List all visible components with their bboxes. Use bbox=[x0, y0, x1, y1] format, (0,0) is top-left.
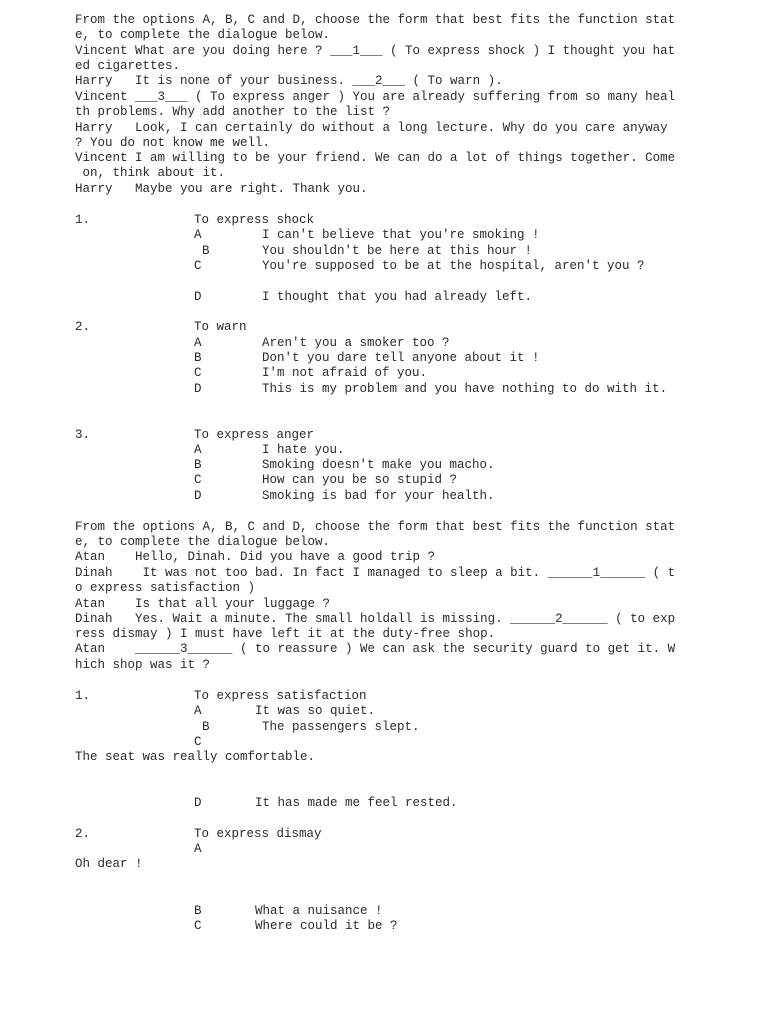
option-letter: D bbox=[194, 796, 202, 810]
dialogue-line: Harry Look, I can certainly do without a long lecture. Why do you care anyway bbox=[75, 121, 668, 135]
option-letter: C bbox=[194, 919, 202, 933]
dialogue-line: Dinah It was not too bad. In fact I managed to sleep a bit. ______1______ ( t bbox=[75, 566, 676, 580]
option-letter: A bbox=[194, 704, 202, 718]
option-letter: C bbox=[194, 473, 202, 487]
option-text: The seat was really comfortable. bbox=[75, 750, 316, 764]
option-text: Oh dear ! bbox=[75, 857, 143, 871]
dialogue-line: Vincent I am willing to be your friend. We can do a lot of things together. Come bbox=[75, 151, 676, 165]
dialogue-line: Vincent What are you doing here ? ___1___ ( To express shock ) I thought you hat bbox=[75, 44, 676, 58]
dialogue-line: ress dismay ) I must have left it at the duty-free shop. bbox=[75, 627, 496, 641]
option-letter: B bbox=[202, 244, 210, 258]
dialogue-line: th problems. Why add another to the list ? bbox=[75, 105, 391, 119]
option-letter: D bbox=[194, 382, 202, 396]
option-letter: D bbox=[194, 489, 202, 503]
option-letter: A bbox=[194, 842, 202, 856]
option-text: What a nuisance ! bbox=[255, 904, 383, 918]
option-letter: C bbox=[194, 259, 202, 273]
question-heading: To express satisfaction bbox=[194, 689, 367, 703]
dialogue-line: Atan Is that all your luggage ? bbox=[75, 597, 331, 611]
question-heading: To express dismay bbox=[194, 827, 322, 841]
option-text: You shouldn't be here at this hour ! bbox=[262, 244, 533, 258]
option-letter: A bbox=[194, 336, 202, 350]
dialogue-line: ? You do not know me well. bbox=[75, 136, 271, 150]
option-letter: C bbox=[194, 735, 202, 749]
instruction-line: e, to complete the dialogue below. bbox=[75, 535, 331, 549]
option-text: Where could it be ? bbox=[255, 919, 398, 933]
dialogue-line: Vincent ___3___ ( To express anger ) You are already suffering from so many heal bbox=[75, 90, 676, 104]
option-text: I can't believe that you're smoking ! bbox=[262, 228, 540, 242]
option-letter: B bbox=[194, 351, 202, 365]
dialogue-line: o express satisfaction ) bbox=[75, 581, 256, 595]
question-heading: To warn bbox=[194, 320, 247, 334]
dialogue-line: Harry It is none of your business. ___2___ ( To warn ). bbox=[75, 74, 503, 88]
option-letter: B bbox=[194, 458, 202, 472]
dialogue-line: Atan ______3______ ( to reassure ) We can ask the security guard to get it. W bbox=[75, 642, 676, 656]
dialogue-line: ed cigarettes. bbox=[75, 59, 181, 73]
question-heading: To express shock bbox=[194, 213, 315, 227]
option-text: It was so quiet. bbox=[255, 704, 376, 718]
question-heading: To express anger bbox=[194, 428, 315, 442]
option-letter: C bbox=[194, 366, 202, 380]
option-text: I thought that you had already left. bbox=[262, 290, 533, 304]
option-text: The passengers slept. bbox=[262, 720, 420, 734]
instruction-line: e, to complete the dialogue below. bbox=[75, 28, 331, 42]
option-text: Aren't you a smoker too ? bbox=[262, 336, 450, 350]
option-text: You're supposed to be at the hospital, aren't you ? bbox=[262, 259, 645, 273]
option-text: This is my problem and you have nothing to do with it. bbox=[262, 382, 668, 396]
option-letter: D bbox=[194, 290, 202, 304]
option-text: I hate you. bbox=[262, 443, 345, 457]
question-number: 3. bbox=[75, 428, 91, 442]
option-letter: A bbox=[194, 228, 202, 242]
option-letter: B bbox=[202, 720, 210, 734]
dialogue-line: Atan Hello, Dinah. Did you have a good trip ? bbox=[75, 550, 436, 564]
option-text: It has made me feel rested. bbox=[255, 796, 458, 810]
dialogue-line: Dinah Yes. Wait a minute. The small holdall is missing. ______2______ ( to exp bbox=[75, 612, 676, 626]
option-text: I'm not afraid of you. bbox=[262, 366, 428, 380]
option-text: Smoking doesn't make you macho. bbox=[262, 458, 495, 472]
option-text: How can you be so stupid ? bbox=[262, 473, 458, 487]
dialogue-line: on, think about it. bbox=[75, 166, 226, 180]
instruction-line: From the options A, B, C and D, choose the form that best fits the function stat bbox=[75, 520, 676, 534]
question-number: 1. bbox=[75, 213, 91, 227]
option-letter: A bbox=[194, 443, 202, 457]
option-text: Smoking is bad for your health. bbox=[262, 489, 495, 503]
dialogue-line: hich shop was it ? bbox=[75, 658, 211, 672]
question-number: 2. bbox=[75, 827, 91, 841]
option-letter: B bbox=[194, 904, 202, 918]
question-number: 1. bbox=[75, 689, 91, 703]
option-text: Don't you dare tell anyone about it ! bbox=[262, 351, 540, 365]
question-number: 2. bbox=[75, 320, 91, 334]
dialogue-line: Harry Maybe you are right. Thank you. bbox=[75, 182, 368, 196]
instruction-line: From the options A, B, C and D, choose the form that best fits the function stat bbox=[75, 13, 676, 27]
